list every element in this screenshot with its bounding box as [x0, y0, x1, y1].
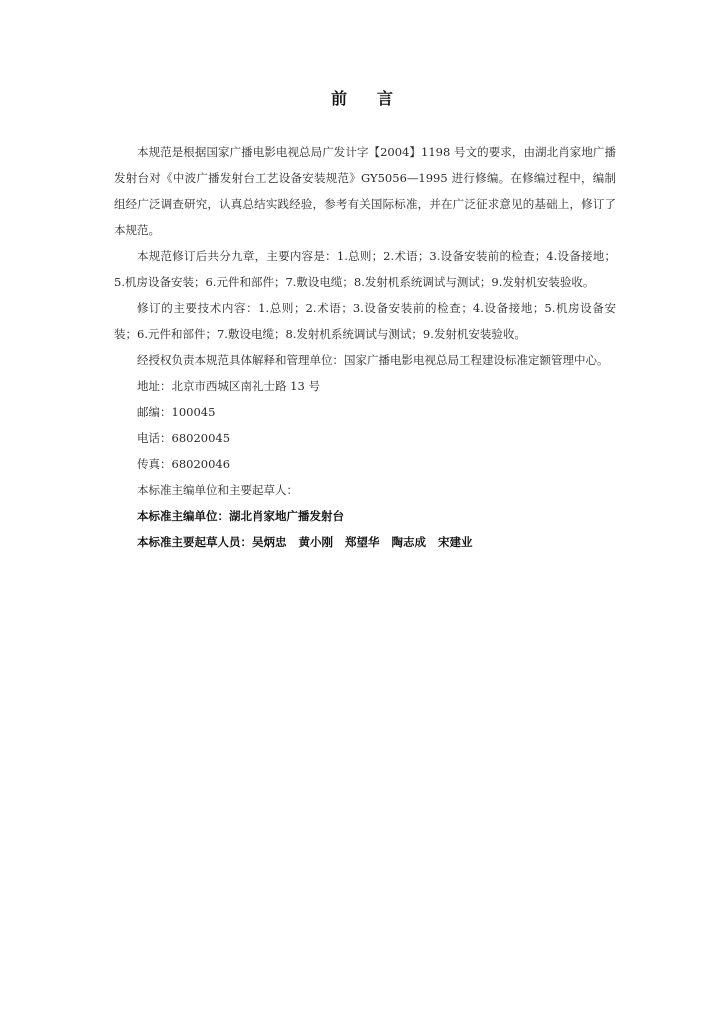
main-drafters-label: 本标准主要起草人员： [137, 535, 252, 549]
main-drafters [114, 529, 616, 555]
paragraph-technical-revisions: 修订的主要技术内容：1.总则；2.术语；3.设备安装前的检查；4.设备接地；5.机房设备安装；6.元件和部件；7.敷设电缆；8.发射机系统调试与测试；9.发射机安装验收。 [114, 301, 616, 341]
paragraph-revision-basis: 本规范是根据国家广播电影电视总局广发计字【2004】1198 号文的要求，由湖北肖家地广播发射台对《中波广播发射台工艺设备安装规范》GY5056—1995 进行修编。在修编过程中，编制组经广泛调查研究，认真总结实践经验，参考有关国际标准，并在广泛征求意见的基础上，修订了本规范。 [114, 145, 616, 237]
drafter-name: 黄小刚 [298, 535, 333, 549]
contact-address: 地址：北京市西城区南礼士路 13 号 [137, 379, 320, 393]
drafter-name: 陶志成 [391, 535, 426, 549]
drafter-name: 宋建业 [438, 535, 473, 549]
contact-phone: 电话：68020045 [137, 431, 231, 445]
title-char-1: 前 [330, 89, 347, 108]
drafter-name: 吴炳忠 [252, 535, 287, 549]
contact-fax: 传真：68020046 [137, 457, 231, 471]
document-body [114, 139, 616, 555]
page-title [0, 86, 724, 109]
paragraph-chapter-contents: 本规范修订后共分九章，主要内容是：1.总则；2.术语；3.设备安装前的检查；4.设备接地；5.机房设备安装；6.元件和部件；7.敷设电缆；8.发射机系统调试与测试；9.发射机安装验收。 [114, 249, 616, 289]
contact-postcode: 邮编：100045 [137, 405, 216, 419]
chief-unit: 本标准主编单位：湖北肖家地广播发射台 [137, 509, 344, 523]
drafter-name: 郑望华 [345, 535, 380, 549]
drafters-intro: 本标准主编单位和主要起草人： [137, 483, 298, 497]
title-char-2: 言 [377, 89, 394, 108]
paragraph-interpretation-authority: 经授权负责本规范具体解释和管理单位：国家广播电影电视总局工程建设标准定额管理中心。 [137, 353, 609, 367]
